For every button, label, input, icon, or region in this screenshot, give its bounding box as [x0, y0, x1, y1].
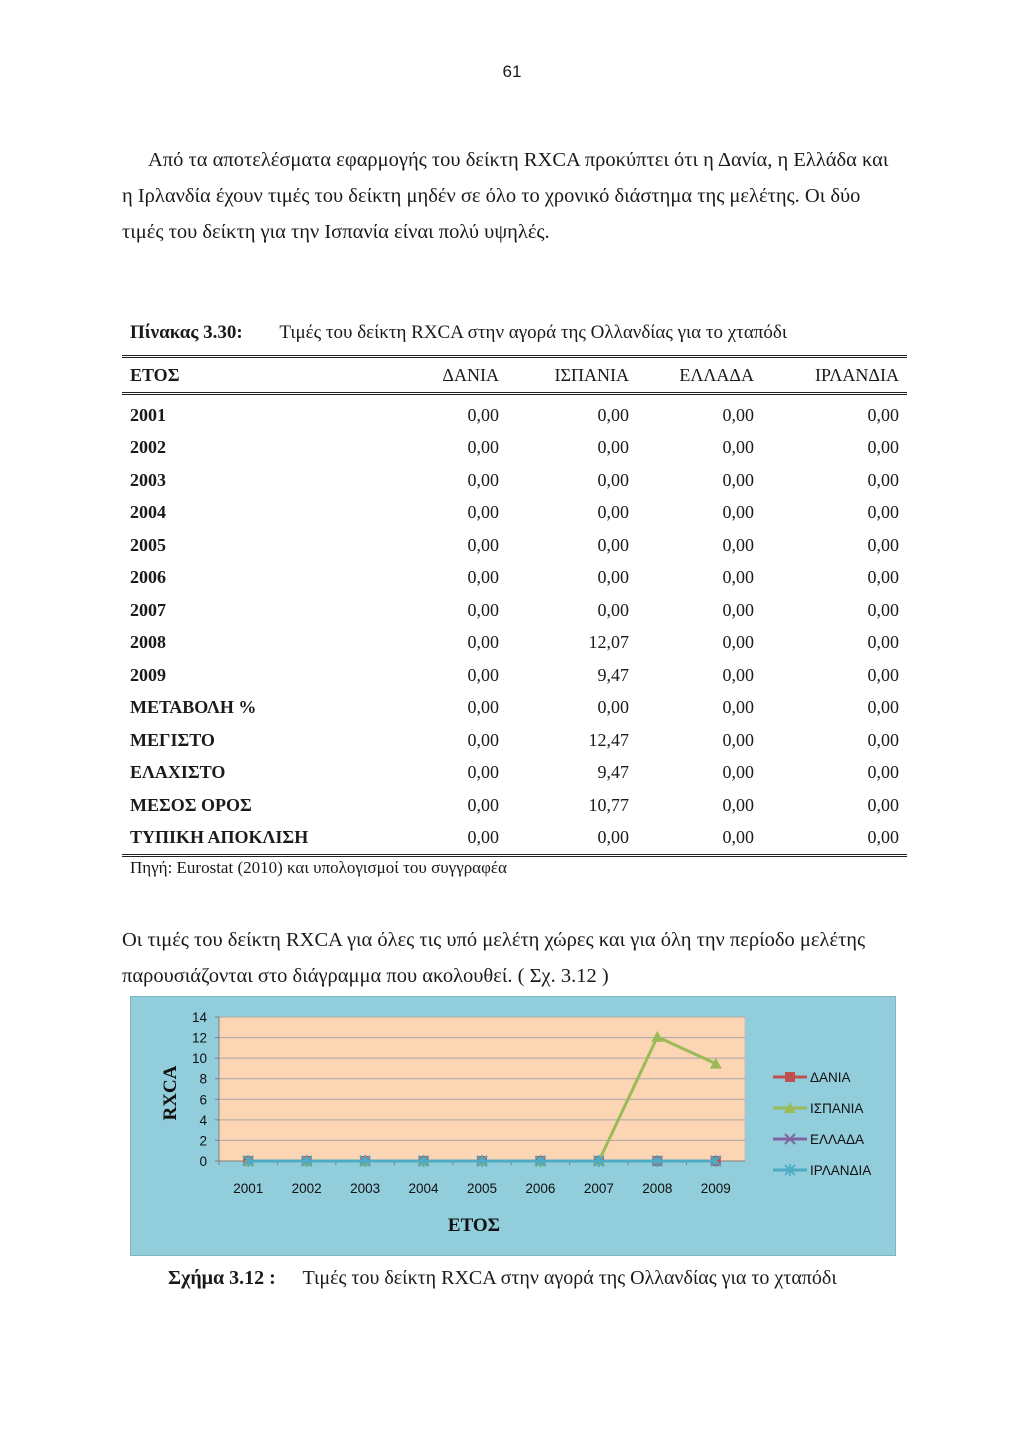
cell-spain: 9,47 — [597, 664, 629, 685]
chart-plot-area — [219, 1017, 745, 1161]
figure-caption — [168, 1267, 837, 1290]
chart-canvas — [131, 997, 895, 1255]
header-greece: ΕΛΛΑΔΑ — [637, 357, 762, 394]
chart-y-axis-label: RXCA — [160, 1065, 181, 1121]
chart-y-tick-label: 12 — [191, 1030, 207, 1046]
cell-greece: 0,00 — [722, 729, 754, 750]
chart-y-tick-label: 0 — [199, 1154, 207, 1169]
chart-x-tick-label: 2004 — [408, 1181, 439, 1196]
table-row — [122, 659, 907, 692]
table-row — [122, 497, 907, 530]
cell-denmark: 0,00 — [467, 729, 499, 750]
cell-spain: 10,77 — [588, 794, 629, 815]
cell-spain: 12,07 — [588, 632, 629, 653]
cell-greece: 0,00 — [722, 632, 754, 653]
header-year: ΕΤΟΣ — [122, 357, 372, 394]
intro-paragraph — [122, 142, 904, 250]
table-row — [122, 394, 907, 432]
chart-legend-label: ΙΡΛΑΝΔΙΑ — [810, 1163, 872, 1178]
cell-denmark: 0,00 — [467, 632, 499, 653]
cell-greece: 0,00 — [722, 599, 754, 620]
chart-x-axis-label: ΕΤΟΣ — [447, 1215, 501, 1236]
cell-ireland: 0,00 — [867, 632, 899, 653]
cell-year: ΤΥΠΙΚΗ ΑΠΟΚΛΙΣΗ — [122, 822, 372, 856]
cell-ireland: 0,00 — [867, 404, 899, 425]
cell-ireland: 0,00 — [762, 822, 907, 856]
cell-greece: 0,00 — [722, 567, 754, 588]
cell-denmark: 0,00 — [467, 567, 499, 588]
chart-x-tick-label: 2003 — [350, 1181, 381, 1196]
table-row — [122, 562, 907, 595]
intro-line-3: τιμές του δείκτη για την Ισπανία είναι πολύ υψηλές. — [122, 221, 550, 243]
cell-spain: 0,00 — [597, 469, 629, 490]
chart-y-tick-label: 10 — [191, 1051, 207, 1067]
cell-year: 2003 — [130, 469, 166, 490]
chart-intro-line-1: Οι τιμές του δείκτη RXCA για όλες τις υπό μελέτη χώρες και για όλη την περίοδο μελέτης — [122, 929, 866, 951]
cell-denmark: 0,00 — [467, 762, 499, 783]
cell-denmark: 0,00 — [467, 664, 499, 685]
table-row — [122, 529, 907, 562]
cell-greece: 0,00 — [722, 794, 754, 815]
table-row — [122, 692, 907, 725]
cell-spain: 0,00 — [597, 599, 629, 620]
cell-denmark: 0,00 — [467, 502, 499, 523]
chart-y-tick-label: 8 — [199, 1071, 207, 1087]
table-row — [122, 789, 907, 822]
chart-y-tick-label: 4 — [199, 1112, 207, 1128]
cell-year: 2001 — [130, 404, 166, 425]
cell-greece: 0,00 — [722, 437, 754, 458]
cell-ireland: 0,00 — [867, 762, 899, 783]
cell-greece: 0,00 — [722, 762, 754, 783]
table-row — [122, 822, 907, 856]
cell-denmark: 0,00 — [467, 404, 499, 425]
cell-year: 2009 — [130, 664, 166, 685]
rxca-chart — [130, 996, 896, 1256]
cell-denmark: 0,00 — [467, 599, 499, 620]
cell-spain: 0,00 — [507, 822, 637, 856]
table-row — [122, 594, 907, 627]
cell-year: ΜΕΣΟΣ ΟΡΟΣ — [130, 794, 252, 815]
cell-spain: 0,00 — [597, 567, 629, 588]
chart-y-tick-label: 14 — [191, 1010, 207, 1025]
chart-intro-line-2: παρουσιάζονται στο διάγραμμα που ακολουθεί. ( Σχ. 3.12 ) — [122, 965, 609, 987]
table-body — [122, 394, 907, 856]
chart-x-tick-label: 2005 — [466, 1181, 498, 1196]
cell-year: 2005 — [130, 534, 166, 555]
cell-spain: 12,47 — [588, 729, 629, 750]
page-number: 61 — [502, 62, 522, 81]
cell-ireland: 0,00 — [867, 664, 899, 685]
intro-line-1: Από τα αποτελέσματα εφαρμογής του δείκτη RXCA προκύπτει ότι η Δανία, η Ελλάδα και — [148, 149, 889, 171]
table-row — [122, 627, 907, 660]
cell-spain: 9,47 — [597, 762, 629, 783]
cell-year: 2008 — [130, 632, 166, 653]
cell-ireland: 0,00 — [867, 437, 899, 458]
header-denmark: ΔΑΝΙΑ — [372, 357, 507, 394]
cell-year: 2002 — [130, 437, 166, 458]
cell-greece: 0,00 — [722, 404, 754, 425]
cell-ireland: 0,00 — [867, 729, 899, 750]
chart-legend-marker — [785, 1072, 795, 1082]
cell-ireland: 0,00 — [867, 599, 899, 620]
cell-year: 2007 — [130, 599, 166, 620]
cell-year: ΜΕΤΑΒΟΛΗ % — [130, 697, 257, 718]
cell-year: ΕΛΑΧΙΣΤΟ — [130, 762, 226, 783]
cell-spain: 0,00 — [597, 437, 629, 458]
cell-year: 2004 — [130, 502, 166, 523]
chart-legend-label: ΔΑΝΙΑ — [810, 1070, 851, 1085]
chart-x-tick-label: 2002 — [291, 1181, 322, 1196]
figure-caption-text: Τιμές του δείκτη RXCA στην αγορά της Ολλανδίας για το χταπόδι — [302, 1267, 837, 1289]
cell-denmark: 0,00 — [467, 437, 499, 458]
table-row — [122, 757, 907, 790]
table-row — [122, 432, 907, 465]
cell-ireland: 0,00 — [867, 794, 899, 815]
table-row — [122, 464, 907, 497]
chart-x-tick-label: 2007 — [583, 1181, 614, 1196]
cell-denmark: 0,00 — [467, 534, 499, 555]
cell-ireland: 0,00 — [867, 469, 899, 490]
cell-year: 2006 — [130, 567, 166, 588]
table-caption — [130, 322, 787, 344]
header-spain: ΙΣΠΑΝΙΑ — [507, 357, 637, 394]
cell-greece: 0,00 — [722, 664, 754, 685]
cell-spain: 0,00 — [597, 404, 629, 425]
cell-spain: 0,00 — [597, 697, 629, 718]
figure-caption-label: Σχήμα 3.12 : — [168, 1267, 276, 1289]
cell-ireland: 0,00 — [867, 697, 899, 718]
cell-ireland: 0,00 — [867, 534, 899, 555]
cell-denmark: 0,00 — [372, 822, 507, 856]
header-ireland: ΙΡΛΑΝΔΙΑ — [762, 357, 907, 394]
table-caption-text: Τιμές του δείκτη RXCA στην αγορά της Ολλανδίας για το χταπόδι — [279, 322, 787, 343]
chart-x-tick-label: 2001 — [233, 1181, 264, 1196]
rxca-table — [122, 355, 907, 857]
table-source: Πηγή: Eurostat (2010) και υπολογισμοί του συγγραφέα — [130, 858, 507, 877]
cell-greece: 0,00 — [722, 697, 754, 718]
cell-greece: 0,00 — [722, 469, 754, 490]
cell-spain: 0,00 — [597, 534, 629, 555]
chart-x-tick-label: 2009 — [700, 1181, 731, 1196]
cell-greece: 0,00 — [722, 534, 754, 555]
chart-y-tick-label: 6 — [199, 1092, 207, 1108]
chart-legend-label: ΕΛΛΑΔΑ — [810, 1132, 865, 1147]
chart-legend-label: ΙΣΠΑΝΙΑ — [810, 1101, 864, 1116]
cell-year: ΜΕΓΙΣΤΟ — [130, 729, 215, 750]
cell-greece: 0,00 — [637, 822, 762, 856]
intro-line-2: η Ιρλανδία έχουν τιμές του δείκτη μηδέν σε όλο το χρονικό διάστημα της μελέτης. Οι δύο — [122, 185, 861, 207]
cell-denmark: 0,00 — [467, 697, 499, 718]
chart-x-tick-label: 2006 — [525, 1181, 556, 1196]
chart-y-tick-label: 2 — [199, 1133, 207, 1149]
table-caption-label: Πίνακας 3.30: — [130, 322, 243, 343]
cell-ireland: 0,00 — [867, 567, 899, 588]
chart-x-tick-label: 2008 — [642, 1181, 673, 1196]
cell-denmark: 0,00 — [467, 469, 499, 490]
chart-intro-paragraph — [122, 922, 904, 994]
table-row — [122, 724, 907, 757]
cell-spain: 0,00 — [597, 502, 629, 523]
cell-ireland: 0,00 — [867, 502, 899, 523]
cell-denmark: 0,00 — [467, 794, 499, 815]
table-header-row — [122, 357, 907, 394]
cell-greece: 0,00 — [722, 502, 754, 523]
